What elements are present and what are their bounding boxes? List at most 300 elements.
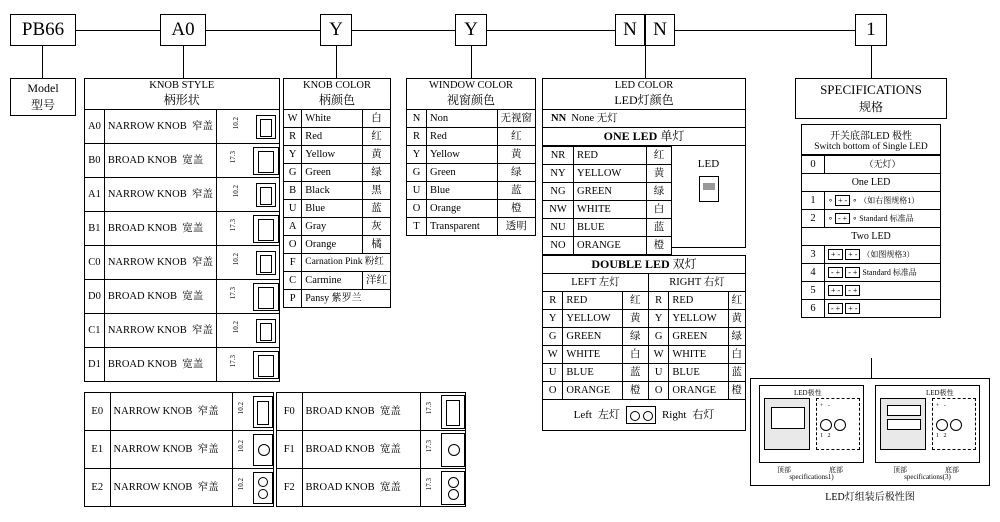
table-row[interactable] [284, 200, 391, 218]
row-code: Y [543, 310, 563, 328]
left-header-en: LEFT [571, 277, 597, 288]
row-cn: 白 [647, 201, 672, 219]
row-code: U [284, 200, 302, 218]
table-row[interactable] [85, 393, 274, 431]
top-label: 顶部 [777, 466, 791, 474]
switch-bottom-icon: + - 1 2 [816, 398, 860, 450]
diagram-caption: LED灯组装后极性图 [825, 492, 915, 503]
table-row[interactable] [277, 469, 466, 507]
row-height: 10.2 [237, 401, 246, 414]
row-code: Y [648, 310, 668, 328]
knob-icon [253, 434, 273, 466]
row-cn: 黄 [497, 146, 536, 164]
row-cn: 窄盖 [191, 325, 213, 336]
row-en: YELLOW [563, 310, 622, 328]
knob-color-title-cn: 柄颜色 [318, 93, 355, 107]
table-row[interactable] [543, 310, 746, 328]
table-row[interactable]: 2 ∘ - + ∘ Standard 标准品 [802, 210, 941, 228]
row-cn: 红 [363, 128, 391, 146]
right-header-cn: 右灯 [703, 277, 725, 288]
row-cn: 黄 [363, 146, 391, 164]
row-cn: 红 [728, 292, 746, 310]
model-box [10, 78, 76, 116]
knob-icon [253, 472, 273, 504]
row-en: RED [574, 147, 647, 165]
row-code: D1 [85, 348, 105, 382]
row-code: R [407, 128, 427, 146]
row-en: Green [427, 164, 498, 182]
row-code: NW [543, 201, 574, 219]
polarity-diagram-3 [875, 385, 980, 463]
single-led-title-en: ONE LED [603, 129, 658, 143]
row-cn: 窄盖 [197, 406, 219, 417]
model-title-en: Model [27, 81, 59, 95]
row-en: Yellow [427, 146, 498, 164]
left-header-cn: 左灯 [598, 277, 620, 288]
row-en: RED [563, 292, 622, 310]
knob-icon [253, 396, 273, 428]
row-code: D0 [85, 280, 105, 314]
row-en: ORANGE [563, 382, 622, 400]
table-row[interactable] [543, 382, 746, 400]
table-row[interactable] [85, 280, 280, 314]
row-cn: 宽盖 [182, 223, 204, 234]
row-cn: 宽盖 [379, 482, 401, 493]
row-en: Black [302, 182, 363, 200]
double-led-title-en: DOUBLE LED [591, 257, 670, 271]
row-code: B0 [85, 144, 105, 178]
row-height: 17.3 [425, 439, 434, 452]
row-en: GREEN [669, 328, 728, 346]
knob-icon [256, 251, 276, 275]
row-note: （无灯） [825, 156, 941, 174]
knob-icon [256, 319, 276, 343]
table-row[interactable] [543, 147, 672, 165]
table-row[interactable] [284, 272, 391, 290]
row-code: F1 [277, 431, 303, 469]
row-en: RED [669, 292, 728, 310]
row-en: Green [302, 164, 363, 182]
row-en: NARROW KNOB [113, 482, 193, 493]
row-cn: 粉红 [364, 257, 384, 267]
connector-line [352, 30, 455, 31]
led-illustration [672, 146, 746, 248]
row-en: NARROW KNOB [107, 121, 187, 132]
code-label-window-color: Y [464, 19, 478, 40]
table-row[interactable] [284, 254, 391, 272]
bottom-label: 底部 [829, 466, 843, 474]
table-row[interactable] [85, 110, 280, 144]
foot-left-en: Left [573, 408, 592, 421]
row-code: E1 [85, 431, 111, 469]
row-code: 2 [802, 210, 825, 228]
foot-right-en: Right [661, 408, 687, 421]
code-box-knob-style[interactable] [160, 14, 206, 46]
drop-line-knob-color [336, 46, 337, 78]
table-row[interactable] [543, 201, 672, 219]
row-code: N [407, 110, 427, 128]
table-row[interactable]: 5 + - - + [802, 282, 941, 300]
table-row[interactable] [543, 183, 672, 201]
switch-bottom-cn: 开关底部LED 极性 [830, 131, 912, 142]
table-row[interactable] [543, 110, 746, 128]
row-code: Y [284, 146, 302, 164]
row-cn: 宽盖 [379, 444, 401, 455]
row-code: W [648, 346, 668, 364]
row-code: P [284, 290, 302, 308]
row-code: NN [551, 113, 567, 124]
table-row[interactable] [284, 290, 391, 308]
row-cn: 黄 [728, 310, 746, 328]
row-cn: 窄盖 [197, 482, 219, 493]
row-en: Carmine [302, 272, 363, 290]
row-code: W [284, 110, 302, 128]
knob-style-f-table [276, 392, 466, 507]
table-row[interactable] [407, 218, 536, 236]
row-code: C [284, 272, 302, 290]
row-cn: 绿 [363, 164, 391, 182]
row-cn: 紫罗兰 [331, 293, 362, 304]
table-row[interactable] [802, 156, 941, 174]
table-row[interactable] [85, 246, 280, 280]
row-code: F2 [277, 469, 303, 507]
bottom-label: 底部 [945, 466, 959, 474]
table-row[interactable] [407, 200, 536, 218]
row-code: C1 [85, 314, 105, 348]
row-code: G [284, 164, 302, 182]
row-height: 17.3 [228, 354, 237, 367]
right-header-en: RIGHT [669, 277, 702, 288]
two-led-title: Two LED [802, 228, 941, 246]
switch-bottom-subheader [801, 124, 941, 155]
drop-line-specifications [871, 46, 872, 78]
row-code: NO [543, 237, 574, 255]
table-row[interactable] [85, 178, 280, 212]
row-code: E0 [85, 393, 111, 431]
table-row[interactable] [543, 292, 746, 310]
table-row[interactable] [85, 314, 280, 348]
row-code: NG [543, 183, 574, 201]
row-code: U [648, 364, 668, 382]
row-code: R [648, 292, 668, 310]
row-en: Red [302, 128, 363, 146]
row-code: G [648, 328, 668, 346]
one-led-title: One LED [802, 174, 941, 192]
row-note: （如图规格3） [862, 250, 915, 259]
row-code: B1 [85, 212, 105, 246]
row-height: 17.3 [228, 218, 237, 231]
table-row[interactable] [85, 431, 274, 469]
row-cn: 窄盖 [191, 257, 213, 268]
polarity-label-1: LED极性 [794, 389, 822, 397]
left-header [543, 274, 649, 292]
row-en: NARROW KNOB [107, 325, 187, 336]
switch-body-icon [764, 398, 810, 450]
row-code: 0 [802, 156, 825, 174]
row-height: 10.2 [231, 252, 240, 265]
table-row[interactable] [284, 164, 391, 182]
row-en: Non [427, 110, 498, 128]
row-en: GREEN [563, 328, 622, 346]
knob-icon [441, 395, 465, 429]
led-illustration-label: LED [697, 158, 720, 170]
specifications-table [801, 155, 941, 318]
table-row[interactable] [407, 182, 536, 200]
knob-icon [253, 283, 279, 311]
row-cn: 蓝 [728, 364, 746, 382]
drop-line-led-color [645, 46, 646, 78]
table-row[interactable] [85, 212, 280, 246]
row-en: WHITE [669, 346, 728, 364]
row-cn: 无灯 [596, 113, 618, 124]
row-note: Standard 标准品 [862, 268, 917, 277]
led-color-table [542, 78, 746, 146]
row-cn: 橙 [497, 200, 536, 218]
row-code: O [648, 382, 668, 400]
polarity-caption-3 [875, 473, 980, 481]
row-en: BLUE [574, 219, 647, 237]
table-row[interactable] [277, 431, 466, 469]
double-led-header [543, 256, 746, 274]
window-color-table [406, 78, 536, 236]
led-polarity-diagram [750, 378, 990, 486]
table-row[interactable]: 1 ∘ + - ∘ （如右图规格1） [802, 192, 941, 210]
row-code: R [284, 128, 302, 146]
table-row[interactable] [407, 128, 536, 146]
row-code: A0 [85, 110, 105, 144]
right-header [648, 274, 745, 292]
drop-line-knob-style [183, 46, 184, 78]
row-height: 17.3 [425, 401, 434, 414]
code-box-specifications[interactable] [855, 14, 887, 46]
row-cn: 窄盖 [191, 189, 213, 200]
row-code: A [284, 218, 302, 236]
row-code: NU [543, 219, 574, 237]
table-row[interactable] [85, 348, 280, 382]
row-height: 10.2 [237, 477, 246, 490]
table-row[interactable] [277, 393, 466, 431]
row-code: O [284, 236, 302, 254]
row-en: BROAD KNOB [305, 482, 375, 493]
table-row[interactable] [543, 237, 672, 255]
row-cn: 宽盖 [182, 291, 204, 302]
row-cn: 宽盖 [182, 155, 204, 166]
row-cn: 橙 [647, 237, 672, 255]
row-en: Blue [427, 182, 498, 200]
code-box-led-color-1[interactable] [615, 14, 645, 46]
row-en: BLUE [669, 364, 728, 382]
table-row[interactable] [407, 146, 536, 164]
row-cn: 窄盖 [197, 444, 219, 455]
table-row[interactable] [284, 128, 391, 146]
row-cn: 绿 [647, 183, 672, 201]
row-en: Gray [302, 218, 363, 236]
row-code: O [543, 382, 563, 400]
row-en: BROAD KNOB [107, 291, 177, 302]
single-led-header [543, 128, 746, 146]
row-note: Standard 标准品 [859, 214, 914, 223]
row-code: G [407, 164, 427, 182]
table-row[interactable] [543, 328, 746, 346]
table-row[interactable]: 3 + - + - （如图规格3） [802, 246, 941, 264]
knob-style-title-cn: 柄形状 [163, 93, 200, 107]
row-en: Orange [302, 236, 363, 254]
led-color-header [543, 79, 746, 110]
row-cn: 白 [728, 346, 746, 364]
row-cn: 洋红 [363, 272, 391, 290]
knob-style-panel [84, 78, 274, 382]
table-row[interactable] [284, 182, 391, 200]
code-label-knob-color: Y [329, 19, 343, 40]
row-cn: 橙 [728, 382, 746, 400]
specifications-panel [795, 78, 947, 318]
table-row[interactable] [407, 110, 536, 128]
table-row[interactable] [85, 469, 274, 507]
row-height: 17.3 [425, 477, 434, 490]
knob-style-title-en: KNOB STYLE [149, 80, 215, 91]
code-label-led-color-2: N [653, 19, 667, 40]
row-code: 5 [802, 282, 825, 300]
table-row[interactable] [284, 236, 391, 254]
row-height: 17.3 [228, 286, 237, 299]
knob-icon [253, 351, 279, 379]
table-row[interactable]: 4 - + - + Standard 标准品 [802, 264, 941, 282]
row-cn: 绿 [622, 328, 648, 346]
code-box-knob-color[interactable] [320, 14, 352, 46]
row-en: Transparent [427, 218, 498, 236]
knob-color-table [283, 78, 391, 308]
row-code: U [407, 182, 427, 200]
row-code: Y [407, 146, 427, 164]
row-cn: 红 [497, 128, 536, 146]
row-en: White [302, 110, 363, 128]
polarity-label-3: LED极性 [926, 389, 954, 397]
row-height: 17.3 [228, 150, 237, 163]
row-code: G [543, 328, 563, 346]
connector-line [206, 30, 320, 31]
table-row[interactable] [284, 110, 391, 128]
row-en: NARROW KNOB [113, 406, 193, 417]
knob-icon [256, 183, 276, 207]
knob-style-f-panel [276, 392, 466, 507]
row-code: C0 [85, 246, 105, 280]
table-row[interactable]: 6 - + + - [802, 300, 941, 318]
single-led-table [542, 146, 672, 255]
row-cn: 蓝 [363, 200, 391, 218]
foot-left-cn: 左灯 [597, 408, 620, 421]
table-row[interactable] [85, 144, 280, 178]
row-cn: 绿 [497, 164, 536, 182]
knob-icon [441, 471, 465, 505]
row-en: WHITE [574, 201, 647, 219]
table-row[interactable] [284, 218, 391, 236]
row-code: 4 [802, 264, 825, 282]
row-height: 10.2 [231, 116, 240, 129]
row-cn: 红 [622, 292, 648, 310]
row-en: Yellow [302, 146, 363, 164]
polarity-diagram-1 [759, 385, 864, 463]
row-cn: 宽盖 [379, 406, 401, 417]
row-height: 10.2 [237, 439, 246, 452]
row-cn: 窄盖 [191, 121, 213, 132]
window-color-title-en: WINDOW COLOR [428, 80, 514, 91]
row-en: Red [427, 128, 498, 146]
row-cn: 红 [647, 147, 672, 165]
foot-right-cn: 右灯 [692, 408, 715, 421]
model-title-cn: 型号 [30, 98, 55, 112]
row-cn: 蓝 [647, 219, 672, 237]
row-en: WHITE [563, 346, 622, 364]
row-cn: 橘 [363, 236, 391, 254]
connector-line [487, 30, 615, 31]
row-en: BLUE [563, 364, 622, 382]
row-code: 6 [802, 300, 825, 318]
row-code: R [543, 292, 563, 310]
row-code: T [407, 218, 427, 236]
row-cn: 黑 [363, 182, 391, 200]
row-code: NR [543, 147, 574, 165]
connector-line [76, 30, 160, 31]
switch-bottom-icon: + - 1 2 [932, 398, 976, 450]
row-height: 10.2 [231, 184, 240, 197]
row-code: 3 [802, 246, 825, 264]
knob-color-title-en: KNOB COLOR [303, 80, 371, 91]
switch-bottom-en: Switch bottom of Single LED [814, 142, 928, 152]
row-en: NARROW KNOB [107, 189, 187, 200]
row-en: Carnation Pink [305, 257, 363, 267]
led-color-title-cn: LED灯颜色 [614, 93, 674, 107]
knob-style-table [84, 78, 280, 382]
specifications-title-en: SPECIFICATIONS [820, 82, 922, 97]
code-box-model[interactable] [10, 14, 76, 46]
code-box-window-color[interactable] [455, 14, 487, 46]
table-row[interactable] [284, 146, 391, 164]
table-row[interactable] [543, 219, 672, 237]
led-color-panel [542, 78, 746, 431]
table-row[interactable] [543, 364, 746, 382]
row-code: U [543, 364, 563, 382]
single-led-title-cn: 单灯 [660, 129, 685, 143]
table-row[interactable] [407, 164, 536, 182]
table-row[interactable] [543, 165, 672, 183]
caption-en: specifications(3) [904, 473, 951, 481]
row-code: NY [543, 165, 574, 183]
led-icon [699, 176, 719, 202]
double-led-table [542, 255, 746, 431]
row-en: BROAD KNOB [305, 406, 375, 417]
code-label-led-color-1: N [623, 19, 637, 40]
row-code: O [407, 200, 427, 218]
knob-style-e-panel [84, 392, 274, 507]
table-row[interactable] [543, 346, 746, 364]
row-en: BROAD KNOB [305, 444, 375, 455]
code-label-knob-style: A0 [171, 19, 195, 40]
row-cn: 白 [363, 110, 391, 128]
double-led-title-cn: 双灯 [672, 257, 697, 271]
knob-color-panel [283, 78, 391, 308]
code-box-led-color-2[interactable] [645, 14, 675, 46]
row-cn: 黄 [647, 165, 672, 183]
window-color-title-cn: 视窗颜色 [446, 93, 495, 107]
row-en: NARROW KNOB [107, 257, 187, 268]
knob-color-header [284, 79, 391, 110]
row-en: Blue [302, 200, 363, 218]
row-cn: 橙 [622, 382, 648, 400]
row-cn: 绿 [728, 328, 746, 346]
row-en: ORANGE [574, 237, 647, 255]
specifications-title-cn: 规格 [858, 100, 883, 114]
row-code: B [284, 182, 302, 200]
